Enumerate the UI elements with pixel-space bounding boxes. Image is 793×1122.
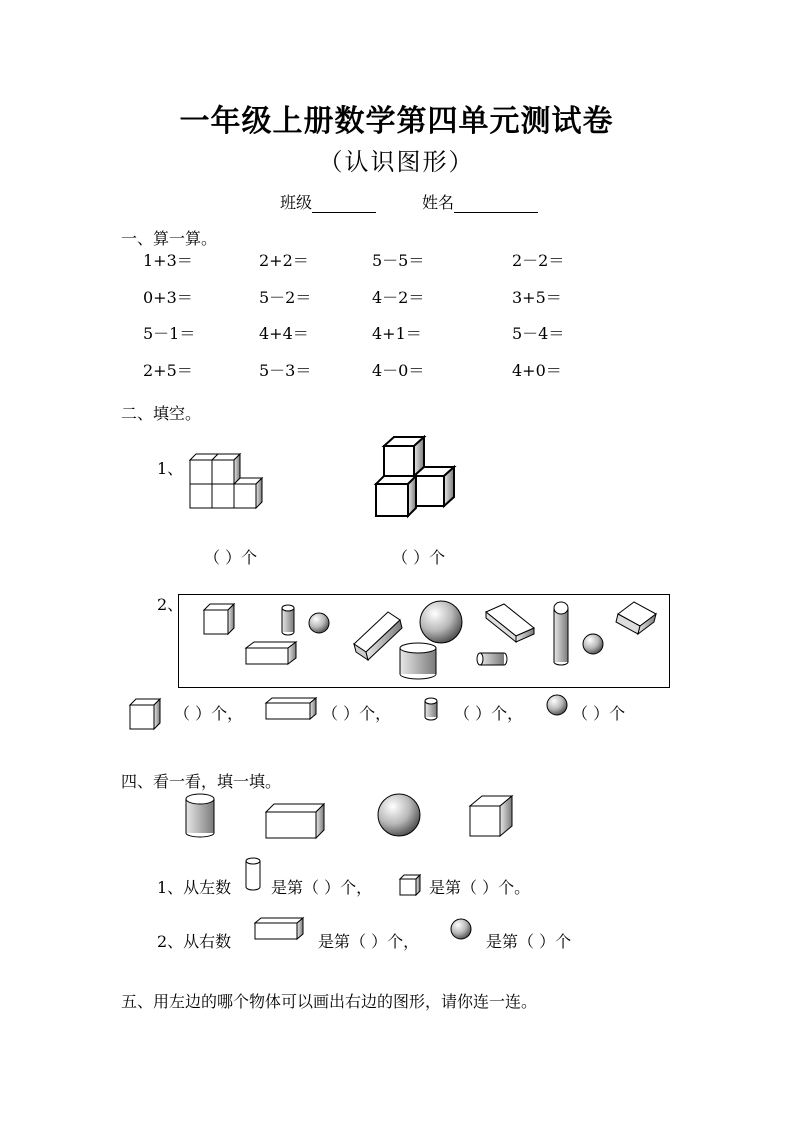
sphere-icon (545, 693, 569, 717)
q1-answer-right[interactable]: （ ）个 (392, 548, 446, 567)
page-subtitle: （认识图形） (318, 148, 475, 176)
q1-label: 1、 (157, 459, 184, 478)
arithmetic-problem[interactable]: 4－0＝ (372, 361, 425, 380)
arithmetic-problem[interactable]: 3+5＝ (512, 288, 562, 307)
cube-icon (468, 794, 516, 840)
arithmetic-problem[interactable]: 2+5＝ (143, 361, 193, 380)
arithmetic-problem[interactable]: 4－2＝ (372, 288, 425, 307)
cube-icon (128, 697, 162, 731)
arithmetic-problem[interactable]: 5－5＝ (372, 251, 425, 270)
arithmetic-problem[interactable]: 5－4＝ (512, 324, 565, 343)
q1-answer-left[interactable]: （ ）个 (204, 548, 258, 567)
page-title: 一年级上册数学第四单元测试卷 (179, 104, 614, 139)
cube-count-blank[interactable]: （ ）个， (174, 704, 244, 723)
section1-heading: 一、算一算。 (121, 229, 218, 248)
cuboid-count-blank[interactable]: （ ）个， (322, 704, 392, 723)
class-label: 班级 (280, 193, 313, 212)
s4-q2-end[interactable]: 是第（ ）个 (486, 932, 572, 951)
arithmetic-problem[interactable]: 4+0＝ (512, 361, 562, 380)
arithmetic-problem[interactable]: 5－3＝ (259, 361, 312, 380)
cube-stack-large-icon (372, 434, 460, 520)
s4-q1-mid[interactable]: 是第（ ）个， (271, 878, 373, 897)
cylinder-icon (423, 697, 441, 721)
cylinder-icon (184, 792, 218, 838)
name-field (422, 190, 538, 213)
class-field (280, 190, 376, 213)
cuboid-icon (253, 917, 305, 941)
arithmetic-problem[interactable]: 1+3＝ (143, 251, 193, 270)
q2-label: 2、 (157, 595, 184, 614)
sphere-icon (449, 917, 473, 941)
name-blank[interactable] (454, 196, 538, 213)
arithmetic-problem[interactable]: 5－1＝ (143, 324, 196, 343)
arithmetic-problem[interactable]: 5－2＝ (259, 288, 312, 307)
mixed-shapes-icon (178, 594, 668, 686)
sphere-icon (376, 792, 422, 838)
arithmetic-problem[interactable]: 4+4＝ (259, 324, 309, 343)
s4-q2-mid[interactable]: 是第（ ）个， (318, 932, 420, 951)
cuboid-icon (264, 802, 326, 840)
section2-heading: 二、填空。 (121, 404, 202, 423)
cuboid-icon (264, 697, 318, 721)
class-blank[interactable] (312, 196, 376, 213)
arithmetic-problem[interactable]: 2－2＝ (512, 251, 565, 270)
section5-heading: 五、用左边的哪个物体可以画出右边的图形，请你连一连。 (121, 992, 538, 1011)
arithmetic-problem[interactable]: 0+3＝ (143, 288, 193, 307)
cylinder-count-blank[interactable]: （ ）个， (454, 704, 524, 723)
arithmetic-problem[interactable]: 2+2＝ (259, 251, 309, 270)
cube-icon (398, 873, 422, 897)
s4-q1-end[interactable]: 是第（ ）个。 (429, 878, 531, 897)
section4-heading: 四、看一看，填一填。 (121, 772, 282, 791)
name-label: 姓名 (422, 193, 455, 212)
arithmetic-problem[interactable]: 4+1＝ (372, 324, 422, 343)
sphere-count-blank[interactable]: （ ）个 (572, 704, 626, 723)
s4-q1-prefix: 1、从左数 (157, 878, 232, 897)
s4-q2-prefix: 2、从右数 (157, 932, 232, 951)
cube-stack-small-icon (186, 452, 268, 512)
cylinder-icon (244, 857, 262, 893)
